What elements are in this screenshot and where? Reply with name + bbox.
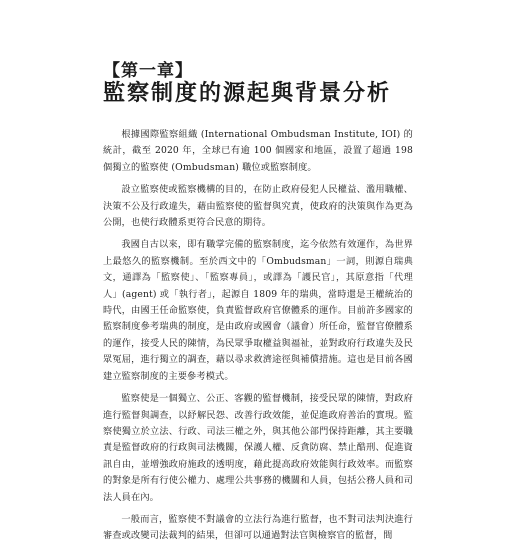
paragraph: 一般而言，監察使不對議會的立法行為進行監督，也不對司法判決進行審查或改變司法裁判的結果，但卻可以通過對法官與檢察官的監督，間 xyxy=(103,513,413,542)
paragraph: 監察使是一個獨立、公正、客觀的監督機制，接受民眾的陳情，對政府進行監督與調查，以紓解民怨、改善行政效能，並促進政府善治的實現。監察使獨立於立法、行政、司法三權之外，與其他公部門保持距離，其主要職責是監督政府的行政與司法機關，保護人權、反貪防腐、禁止酷刑、促進資訊自由，並增強政府施政的透明度，藉此提高政府效能與行政效率。而監察的對象是所有行使公權力、處理公共事務的機關和人員，包括公務人員和司法人員在內。 xyxy=(103,393,413,503)
chapter-number: 【第一章】 xyxy=(103,61,193,81)
paragraph: 設立監察使或監察機構的目的，在防止政府侵犯人民權益、濫用職權、決策不公及行政違失，藉由監察使的監督與究責，使政府的決策與作為更為公開，也使行政體系更符合民意的期待。 xyxy=(103,184,413,229)
chapter-title: 監察制度的源起與背景分析 xyxy=(103,80,392,106)
paragraph: 我國自古以來，即有職掌完備的監察制度，迄今依然有效運作，為世界上最悠久的監察機制。至於西文中的「Ombudsman」一詞，則源自瑞典文，通譯為「監察使」、「監察專員」，或譯為「護民官」，其原意指「代理人」(agent) 或「執行者」，起源自 1809 年的瑞典，當時還是王權統治的時代，由國王任命監察使，負責監督政府官僚體系的運作。目前許多國家的監察制度參考瑞典的制度，是由政府或國會（議會）所任命，監督官僚體系的運作，接受人民的陳情，為民眾爭取權益與福祉，並對政府行政違失及民眾冤屈，進行獨立的調查，藉以尋求救濟途徑與補償措施。這也是目前各國建立監察制度的主要參考模式。 xyxy=(103,239,413,382)
body-text xyxy=(103,127,413,545)
paragraph: 根據國際監察組織 (International Ombudsman Institute, IOI) 的統計，截至 2020 年，全球已有逾 100 個國家和地區，設置了超過 198 個獨立的監察使 (Ombudsman) 職位或監察制度。 xyxy=(103,129,413,173)
